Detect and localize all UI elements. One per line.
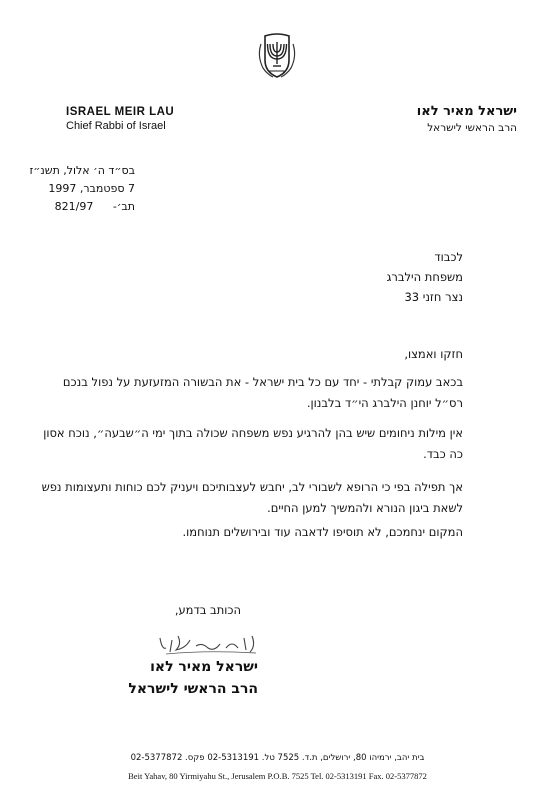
reference-number: 821/97: [54, 200, 94, 213]
letterhead-title-he: הרב הראשי לישראל: [427, 122, 517, 134]
letterhead-name-en: ISRAEL MEIR LAU: [66, 106, 175, 118]
salutation: חזקו ואמצו,: [404, 347, 463, 361]
signature-block: [128, 656, 258, 700]
paragraph-2: אין מילות ניחומים שיש בהן להרגיע נפש משפחה שכולה בתוך ימי ה״שבעה״, נוכח אסון כה כבד.: [43, 426, 463, 461]
reference-line: [29, 198, 135, 216]
letterhead-title-en: Chief Rabbi of Israel: [66, 120, 166, 132]
reference-label: תב׳-: [112, 200, 135, 213]
closing-line: הכותב בדמע,: [174, 603, 241, 617]
addressee-block: [387, 247, 463, 307]
addressee-address: נצר חזני 33: [404, 290, 463, 304]
signature-title: הרב הראשי לישראל: [128, 681, 258, 697]
hebrew-date: בס״ד ה׳ אלול, תשנ״ז: [29, 164, 135, 177]
letterhead-name-he: ישראל מאיר לאו: [416, 104, 517, 119]
gregorian-date: 7 ספטמבר, 1997: [48, 182, 135, 195]
paragraph-4: המקום ינחמכם, לא תוסיפו לדאבה עוד ובירושלים תנוחמו.: [182, 525, 463, 539]
date-block: [29, 162, 135, 216]
letterhead-english: [66, 106, 174, 132]
paragraph-3: אך תפילה בפי כי הרופא לשבורי לב, יחבש לעצבותיכם ויעניק לכם כוחות ותעצומות נפש לשאת ביגון הנורא ולהמשיך למען החיים.: [41, 480, 463, 515]
addressee-honorific: לכבוד: [434, 250, 463, 264]
state-emblem-menorah-icon: [255, 30, 299, 80]
signature-name: ישראל מאיר לאו: [150, 659, 258, 675]
footer-address-hebrew: בית יהב, ירמיהו 80, ירושלים, ת.ד. 7525 טל. 02-5313191 פקס. 02-5377872: [130, 753, 425, 763]
footer-address-english: Beit Yahav, 80 Yirmiyahu St., Jerusalem P.O.B. 7525 Tel. 02-5313191 Fax. 02-5377872: [128, 771, 427, 781]
handwritten-signature: [156, 630, 262, 658]
letterhead-hebrew: [417, 104, 517, 134]
paragraph-1: בכאב עמוק קבלתי - יחד עם כל בית ישראל - את הבשורה המזעזעת על נפול בנכם רס״ל יוחנן הילברג הי״ד בלבנון.: [62, 375, 463, 410]
addressee-family: משפחת הילברג: [386, 270, 463, 284]
